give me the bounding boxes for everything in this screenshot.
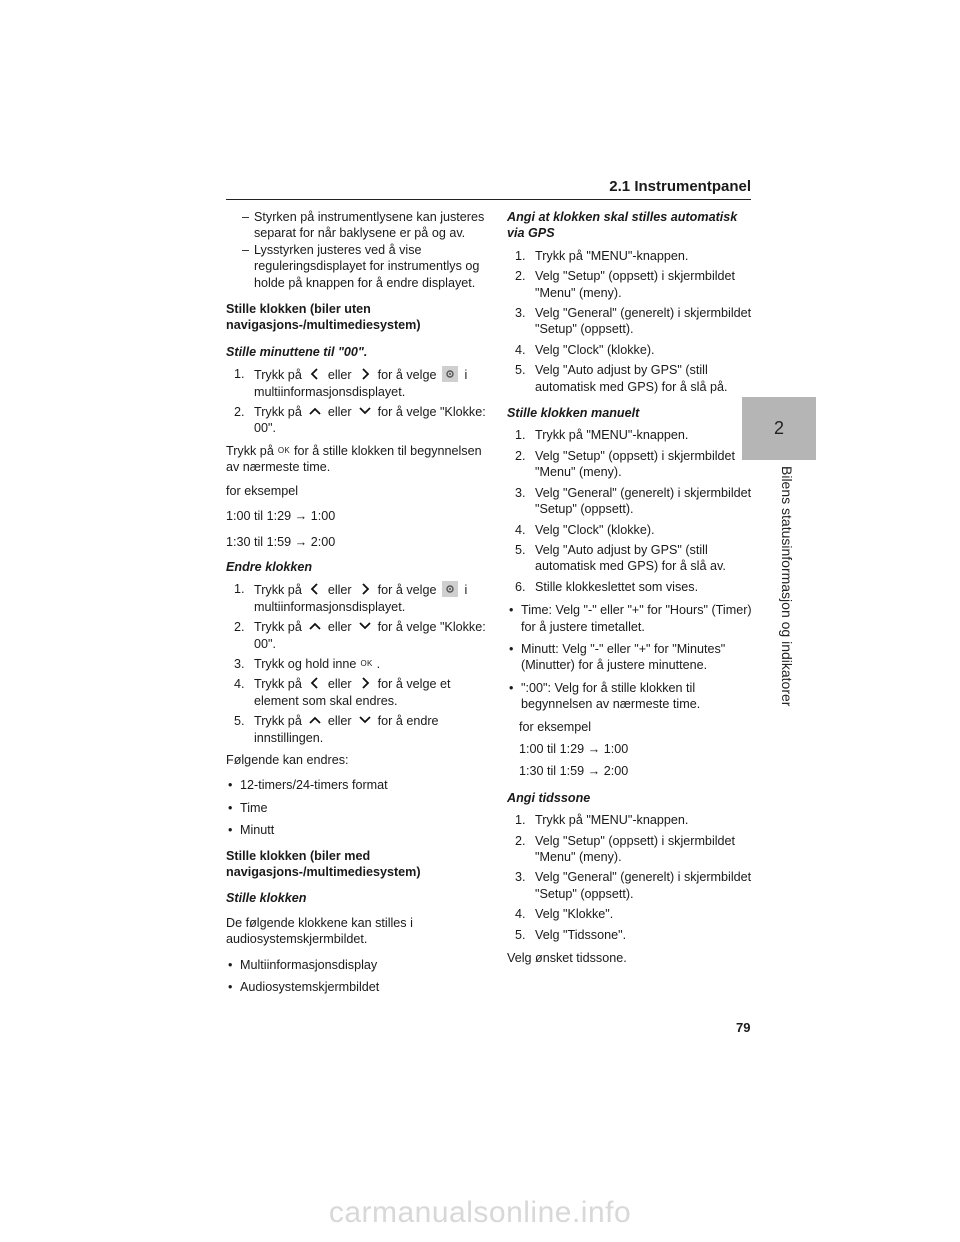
chevron-right-icon: [358, 677, 372, 689]
heading-with-nav: Stille klokken (biler med navigasjons-/multimediesystem): [226, 848, 421, 879]
example-label: for eksempel: [519, 719, 592, 734]
chevron-down-icon: [358, 620, 372, 632]
header-rule: [226, 199, 751, 200]
step: 1. Trykk på eller for å velge i multiinformasjonsdisplayet.: [234, 367, 468, 399]
step: 2. Trykk på eller for å velge "Klokke: 00".: [234, 405, 486, 436]
ok-icon: OK: [277, 445, 290, 455]
left-column: [226, 209, 488, 1001]
step: 2. Trykk på eller for å velge "Klokke: 00".: [234, 620, 486, 651]
bullet-item: • Multiinformasjonsdisplay: [228, 957, 378, 972]
step: 5. Velg "Tidssone".: [515, 927, 627, 942]
chevron-down-icon: [358, 405, 372, 417]
dash-item: – Styrken på instrumentlysene kan justeres separat for når baklysene er på og av.: [242, 210, 485, 241]
ok-icon: OK: [360, 658, 373, 668]
page-number: 79: [736, 1020, 751, 1035]
bullet-item: • 12-timers/24-timers format: [228, 778, 388, 793]
chevron-up-icon: [308, 405, 322, 417]
section-header: 2.1 Instrumentpanel: [609, 178, 751, 195]
chevron-right-icon: [358, 368, 372, 380]
step: 6. Stille klokkeslettet som vises.: [515, 579, 699, 594]
example-line: 1:30 til 1:59 → 2:00: [519, 764, 629, 779]
chevron-up-icon: [308, 620, 322, 632]
chapter-title: Bilens statusinformasjon og indikatorer: [779, 466, 795, 707]
example-line: 1:00 til 1:29 → 1:00: [519, 741, 629, 756]
watermark: carmanualsonline.info: [328, 1196, 632, 1229]
paragraph: for eksempel: [226, 483, 299, 498]
chevron-down-icon: [358, 714, 372, 726]
bullet-item: • ":00": Velg for å stille klokken til begynnelsen av nærmeste time.: [509, 680, 701, 712]
step: 5. Velg "Auto adjust by GPS" (still automatisk med GPS) for å slå av.: [515, 542, 726, 574]
bullet-item: • Time: Velg "-" eller "+" for "Hours" (Timer) for å justere timetallet.: [509, 603, 752, 634]
step: 1. Trykk på "MENU"-knappen.: [515, 248, 689, 263]
chevron-left-icon: [308, 583, 322, 595]
chevron-left-icon: [308, 368, 322, 380]
chapter-tab: 2: [742, 397, 816, 460]
step: 5. Velg "Auto adjust by GPS" (still automatisk med GPS) for å slå på.: [515, 363, 728, 394]
subheading-set-clock: Stille klokken: [226, 891, 307, 906]
bullet-item: • Minutt: [228, 823, 275, 838]
step: 1. Trykk på eller for å velge i multiinformasjonsdisplayet.: [234, 582, 468, 614]
step: 3. Trykk og hold inne OK .: [234, 656, 381, 671]
subheading-minutes: Stille minuttene til "00".: [226, 344, 368, 359]
example-line: 1:00 til 1:29 → 1:00: [226, 509, 336, 524]
step: 5. Trykk på eller for å endre innstillingen.: [234, 714, 439, 745]
step: 3. Velg "General" (generelt) i skjermbildet "Setup" (oppsett).: [515, 485, 752, 517]
subheading-manual: Stille klokken manuelt: [507, 406, 640, 421]
paragraph: De følgende klokkene kan stilles i audiosystemskjermbildet.: [226, 915, 413, 947]
chevron-right-icon: [358, 583, 372, 595]
paragraph: Velg ønsket tidssone.: [507, 951, 627, 966]
step: 3. Velg "General" (generelt) i skjermbildet "Setup" (oppsett).: [515, 870, 752, 901]
step: 2. Velg "Setup" (oppsett) i skjermbildet "Menu" (meny).: [515, 269, 736, 300]
step: 2. Velg "Setup" (oppsett) i skjermbildet "Menu" (meny).: [515, 448, 736, 480]
step: 2. Velg "Setup" (oppsett) i skjermbildet "Menu" (meny).: [515, 833, 736, 864]
step: 4. Velg "Clock" (klokke).: [515, 522, 655, 537]
heading-without-nav: Stille klokken (biler uten navigasjons-/multimediesystem): [226, 302, 421, 333]
bullet-item: • Time: [228, 800, 268, 815]
gear-icon: [442, 581, 458, 597]
chevron-left-icon: [308, 677, 322, 689]
subheading-change-clock: Endre klokken: [226, 559, 313, 574]
step: 4. Velg "Klokke".: [515, 907, 614, 922]
step: 3. Velg "General" (generelt) i skjermbildet "Setup" (oppsett).: [515, 306, 752, 337]
step: 4. Velg "Clock" (klokke).: [515, 342, 655, 357]
bullet-item: • Minutt: Velg "-" eller "+" for "Minutes" (Minutter) for å justere minuttene.: [509, 641, 726, 673]
dash-item: – Lysstyrken justeres ved å vise reguleringsdisplayet for instrumentlys og holde på knappen for å endre displayet.: [242, 242, 480, 290]
subheading-auto-gps: Angi at klokken skal stilles automatisk via GPS: [507, 210, 738, 241]
bullet-item: • Audiosystemskjermbildet: [228, 980, 380, 995]
chevron-up-icon: [308, 714, 322, 726]
subheading-timezone: Angi tidssone: [507, 790, 591, 805]
paragraph: Følgende kan endres:: [226, 752, 349, 767]
example-line: 1:30 til 1:59 → 2:00: [226, 534, 336, 549]
paragraph: Trykk på OK for å stille klokken til begynnelsen av nærmeste time.: [226, 443, 482, 475]
step: 1. Trykk på "MENU"-knappen.: [515, 813, 689, 828]
step: 4. Trykk på eller for å velge et element som skal endres.: [234, 677, 451, 708]
gear-icon: [442, 366, 458, 382]
right-column: [507, 209, 757, 973]
step: 1. Trykk på "MENU"-knappen.: [515, 428, 689, 443]
